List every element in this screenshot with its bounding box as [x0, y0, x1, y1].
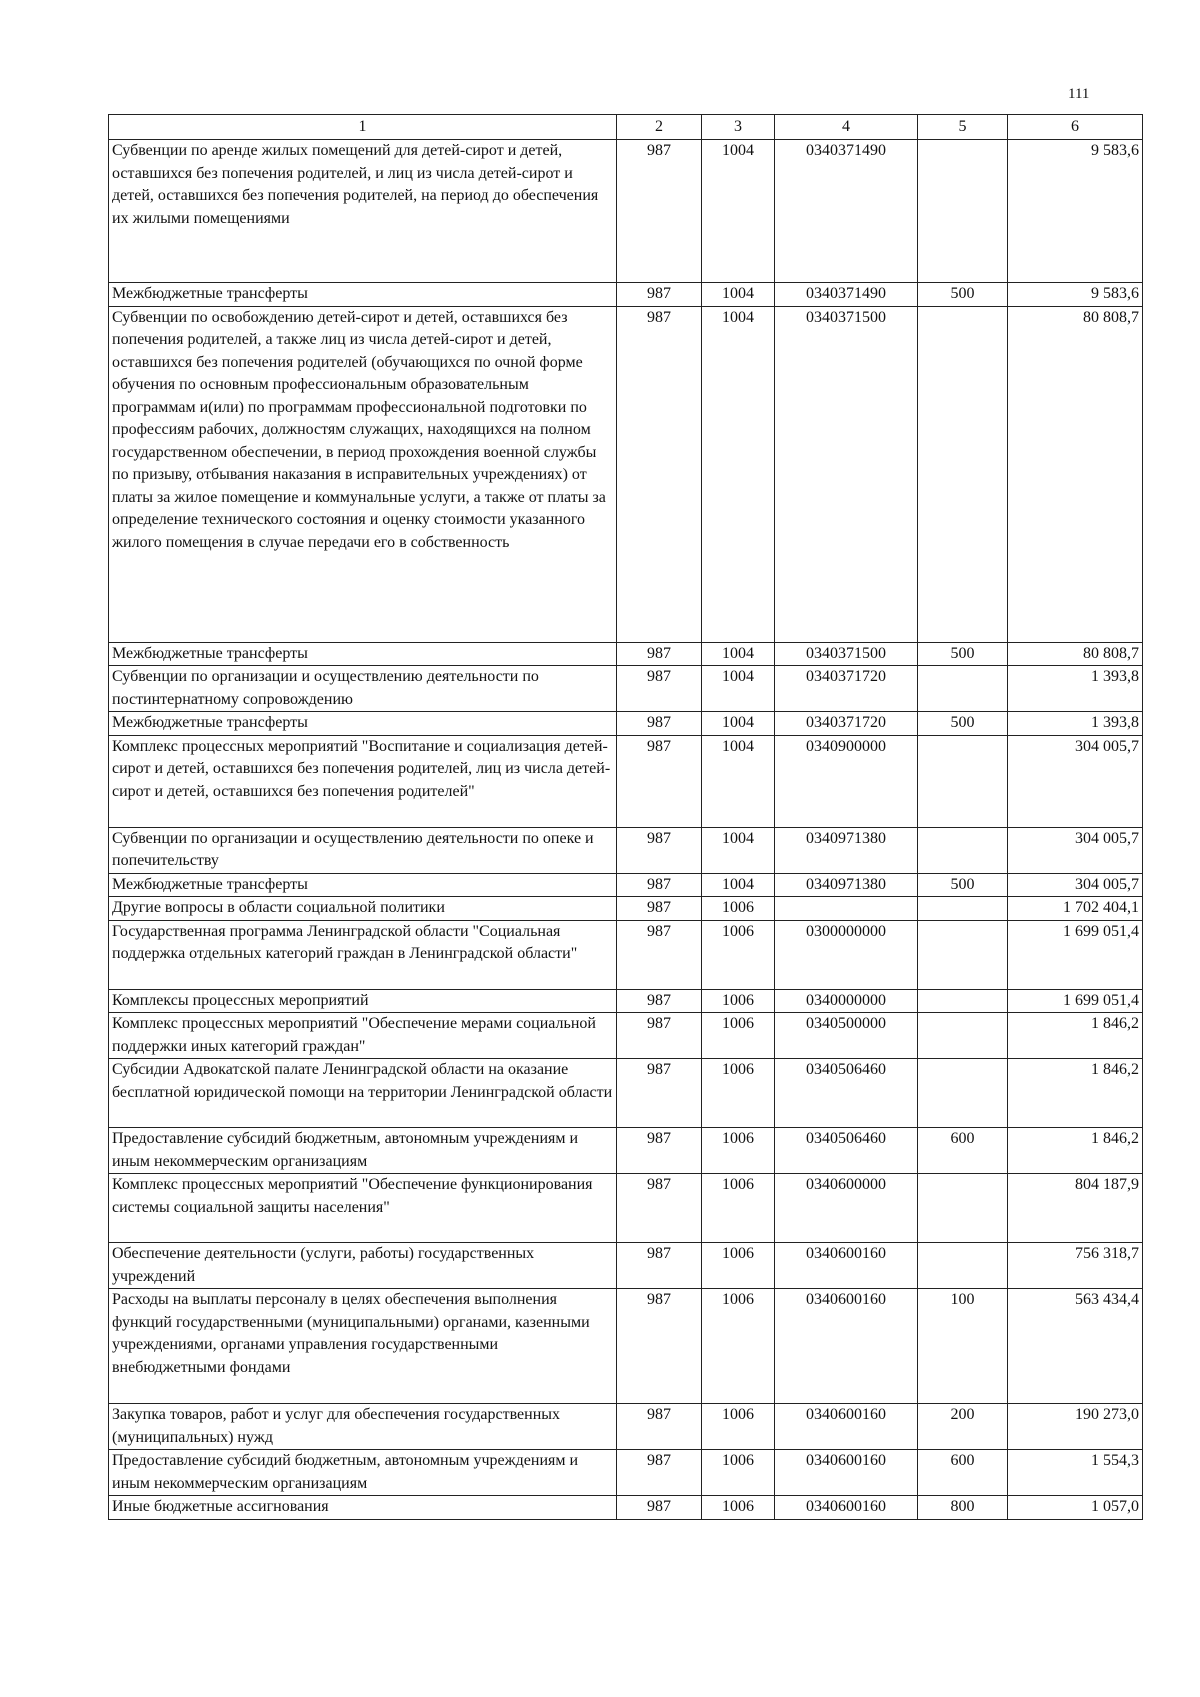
table-row	[109, 666, 1143, 712]
table-row	[109, 1013, 1143, 1059]
row-section-code: 1004	[702, 642, 775, 666]
row-section-code: 1004	[702, 827, 775, 873]
row-target-code: 0340600160	[775, 1496, 918, 1520]
row-section-code: 1006	[702, 1404, 775, 1450]
row-amount: 304 005,7	[1008, 735, 1143, 827]
row-ministry-code: 987	[617, 1059, 702, 1128]
row-amount: 1 554,3	[1008, 1450, 1143, 1496]
row-target-code: 0340600160	[775, 1450, 918, 1496]
row-expense-type	[918, 666, 1008, 712]
row-amount: 756 318,7	[1008, 1243, 1143, 1289]
row-expense-type	[918, 897, 1008, 921]
row-name: Межбюджетные трансферты	[109, 873, 617, 897]
row-name: Субсидии Адвокатской палате Ленинградской области на оказание бесплатной юридической помощи на территории Ленинградской области	[109, 1059, 617, 1128]
table-row	[109, 989, 1143, 1013]
row-section-code: 1006	[702, 989, 775, 1013]
row-ministry-code: 987	[617, 1128, 702, 1174]
row-target-code: 0340971380	[775, 873, 918, 897]
row-section-code: 1004	[702, 735, 775, 827]
row-name: Субвенции по освобождению детей-сирот и детей, оставшихся без попечения родителей, а также лиц из числа детей-сирот и детей, оставшихся без попечения родителей (обучающихся по очной форме обучения по основным профессиональным образовательным программам и(или) по программам профессиональной подготовки по профессиям рабочих, должностям служащих, находящихся на полном государственном обеспечении, в период прохождения военной службы по призыву, отбывания наказания в исправительных учреждениях) от платы за жилое помещение и коммунальные услуги, а также от платы за определение технического состояния и оценку стоимости указанного жилого помещения в случае передачи его в собственность	[109, 306, 617, 642]
row-ministry-code: 987	[617, 1496, 702, 1520]
row-expense-type	[918, 306, 1008, 642]
row-section-code: 1006	[702, 1013, 775, 1059]
table-row	[109, 1404, 1143, 1450]
row-ministry-code: 987	[617, 989, 702, 1013]
row-name: Предоставление субсидий бюджетным, автономным учреждениям и иным некоммерческим организациям	[109, 1128, 617, 1174]
row-amount: 804 187,9	[1008, 1174, 1143, 1243]
table-row	[109, 735, 1143, 827]
row-ministry-code: 987	[617, 140, 702, 283]
row-section-code: 1006	[702, 1243, 775, 1289]
row-expense-type: 500	[918, 642, 1008, 666]
table-row	[109, 1450, 1143, 1496]
row-section-code: 1004	[702, 283, 775, 307]
header-col-1: 1	[109, 115, 617, 140]
row-target-code: 0340371500	[775, 642, 918, 666]
row-amount: 1 699 051,4	[1008, 989, 1143, 1013]
row-target-code: 0340600160	[775, 1289, 918, 1404]
row-expense-type	[918, 140, 1008, 283]
row-section-code: 1006	[702, 1059, 775, 1128]
row-name: Другие вопросы в области социальной политики	[109, 897, 617, 921]
row-expense-type	[918, 827, 1008, 873]
row-target-code: 0340371500	[775, 306, 918, 642]
row-amount: 1 393,8	[1008, 712, 1143, 736]
row-expense-type: 100	[918, 1289, 1008, 1404]
row-name: Межбюджетные трансферты	[109, 712, 617, 736]
row-section-code: 1004	[702, 712, 775, 736]
row-ministry-code: 987	[617, 1404, 702, 1450]
table-row	[109, 712, 1143, 736]
row-expense-type: 500	[918, 283, 1008, 307]
row-section-code: 1004	[702, 306, 775, 642]
row-amount: 1 846,2	[1008, 1128, 1143, 1174]
row-target-code: 0340600160	[775, 1404, 918, 1450]
row-name: Субвенции по организации и осуществлению деятельности по постинтернатному сопровождению	[109, 666, 617, 712]
row-section-code: 1006	[702, 1450, 775, 1496]
row-ministry-code: 987	[617, 1450, 702, 1496]
row-expense-type	[918, 1243, 1008, 1289]
table-row	[109, 897, 1143, 921]
row-expense-type	[918, 989, 1008, 1013]
table-row	[109, 283, 1143, 307]
row-amount: 1 702 404,1	[1008, 897, 1143, 921]
row-target-code: 0340971380	[775, 827, 918, 873]
row-ministry-code: 987	[617, 873, 702, 897]
table-row	[109, 1059, 1143, 1128]
row-ministry-code: 987	[617, 666, 702, 712]
row-ministry-code: 987	[617, 712, 702, 736]
row-amount: 190 273,0	[1008, 1404, 1143, 1450]
row-expense-type: 500	[918, 873, 1008, 897]
row-expense-type	[918, 1013, 1008, 1059]
row-name: Комплекс процессных мероприятий "Обеспечение мерами социальной поддержки иных категорий граждан"	[109, 1013, 617, 1059]
row-section-code: 1006	[702, 1289, 775, 1404]
row-ministry-code: 987	[617, 306, 702, 642]
row-ministry-code: 987	[617, 1013, 702, 1059]
row-name: Расходы на выплаты персоналу в целях обеспечения выполнения функций государственными (муниципальными) органами, казенными учреждениями, органами управления государственными внебюджетными фондами	[109, 1289, 617, 1404]
row-amount: 304 005,7	[1008, 827, 1143, 873]
table-row	[109, 1243, 1143, 1289]
row-name: Субвенции по аренде жилых помещений для детей-сирот и детей, оставшихся без попечения родителей, и лиц из числа детей-сирот и детей, оставшихся без попечения родителей, на период до обеспечения их жилыми помещениями	[109, 140, 617, 283]
row-section-code: 1004	[702, 666, 775, 712]
row-name: Государственная программа Ленинградской области "Социальная поддержка отдельных категорий граждан в Ленинградской области"	[109, 920, 617, 989]
row-section-code: 1006	[702, 1496, 775, 1520]
row-expense-type: 500	[918, 712, 1008, 736]
row-expense-type	[918, 1174, 1008, 1243]
row-section-code: 1006	[702, 1128, 775, 1174]
row-expense-type: 800	[918, 1496, 1008, 1520]
row-target-code: 0340600000	[775, 1174, 918, 1243]
table-row	[109, 827, 1143, 873]
table-row	[109, 140, 1143, 283]
header-col-3: 3	[702, 115, 775, 140]
header-row	[109, 115, 1143, 140]
row-section-code: 1004	[702, 873, 775, 897]
table-row	[109, 1289, 1143, 1404]
row-target-code: 0300000000	[775, 920, 918, 989]
row-expense-type: 600	[918, 1128, 1008, 1174]
budget-table	[108, 114, 1143, 1520]
row-name: Иные бюджетные ассигнования	[109, 1496, 617, 1520]
row-ministry-code: 987	[617, 735, 702, 827]
row-amount: 1 393,8	[1008, 666, 1143, 712]
row-name: Субвенции по организации и осуществлению деятельности по опеке и попечительству	[109, 827, 617, 873]
row-amount: 1 699 051,4	[1008, 920, 1143, 989]
row-target-code: 0340371720	[775, 712, 918, 736]
table-row	[109, 920, 1143, 989]
row-target-code: 0340500000	[775, 1013, 918, 1059]
row-ministry-code: 987	[617, 1289, 702, 1404]
row-target-code: 0340000000	[775, 989, 918, 1013]
row-name: Обеспечение деятельности (услуги, работы) государственных учреждений	[109, 1243, 617, 1289]
row-section-code: 1006	[702, 920, 775, 989]
row-ministry-code: 987	[617, 1174, 702, 1243]
row-amount: 9 583,6	[1008, 140, 1143, 283]
header-col-2: 2	[617, 115, 702, 140]
row-target-code: 0340506460	[775, 1059, 918, 1128]
row-ministry-code: 987	[617, 827, 702, 873]
table-row	[109, 1174, 1143, 1243]
row-amount: 80 808,7	[1008, 306, 1143, 642]
row-target-code: 0340371720	[775, 666, 918, 712]
row-amount: 563 434,4	[1008, 1289, 1143, 1404]
row-target-code: 0340900000	[775, 735, 918, 827]
row-name: Предоставление субсидий бюджетным, автономным учреждениям и иным некоммерческим организациям	[109, 1450, 617, 1496]
row-expense-type	[918, 920, 1008, 989]
row-amount: 304 005,7	[1008, 873, 1143, 897]
table-row	[109, 1128, 1143, 1174]
row-name: Межбюджетные трансферты	[109, 283, 617, 307]
header-col-4: 4	[775, 115, 918, 140]
row-amount: 1 057,0	[1008, 1496, 1143, 1520]
row-ministry-code: 987	[617, 1243, 702, 1289]
row-target-code: 0340371490	[775, 283, 918, 307]
row-section-code: 1006	[702, 1174, 775, 1243]
row-ministry-code: 987	[617, 642, 702, 666]
row-amount: 1 846,2	[1008, 1059, 1143, 1128]
row-target-code: 0340600160	[775, 1243, 918, 1289]
row-expense-type	[918, 735, 1008, 827]
table-row	[109, 642, 1143, 666]
row-name: Комплекс процессных мероприятий "Обеспечение функционирования системы социальной защиты населения"	[109, 1174, 617, 1243]
header-col-6: 6	[1008, 115, 1143, 140]
table-row	[109, 873, 1143, 897]
row-name: Межбюджетные трансферты	[109, 642, 617, 666]
row-ministry-code: 987	[617, 283, 702, 307]
page-number: 111	[1068, 86, 1090, 102]
row-target-code	[775, 897, 918, 921]
row-name: Комплексы процессных мероприятий	[109, 989, 617, 1013]
row-ministry-code: 987	[617, 920, 702, 989]
row-name: Закупка товаров, работ и услуг для обеспечения государственных (муниципальных) нужд	[109, 1404, 617, 1450]
row-expense-type: 200	[918, 1404, 1008, 1450]
table-row	[109, 1496, 1143, 1520]
row-ministry-code: 987	[617, 897, 702, 921]
row-target-code: 0340506460	[775, 1128, 918, 1174]
row-amount: 80 808,7	[1008, 642, 1143, 666]
row-amount: 9 583,6	[1008, 283, 1143, 307]
row-section-code: 1006	[702, 897, 775, 921]
row-section-code: 1004	[702, 140, 775, 283]
row-expense-type: 600	[918, 1450, 1008, 1496]
header-col-5: 5	[918, 115, 1008, 140]
row-amount: 1 846,2	[1008, 1013, 1143, 1059]
row-expense-type	[918, 1059, 1008, 1128]
row-target-code: 0340371490	[775, 140, 918, 283]
table-row	[109, 306, 1143, 642]
row-name: Комплекс процессных мероприятий "Воспитание и социализация детей-сирот и детей, оставшихся без попечения родителей, лиц из числа детей-сирот и детей, оставшихся без попечения родителей"	[109, 735, 617, 827]
